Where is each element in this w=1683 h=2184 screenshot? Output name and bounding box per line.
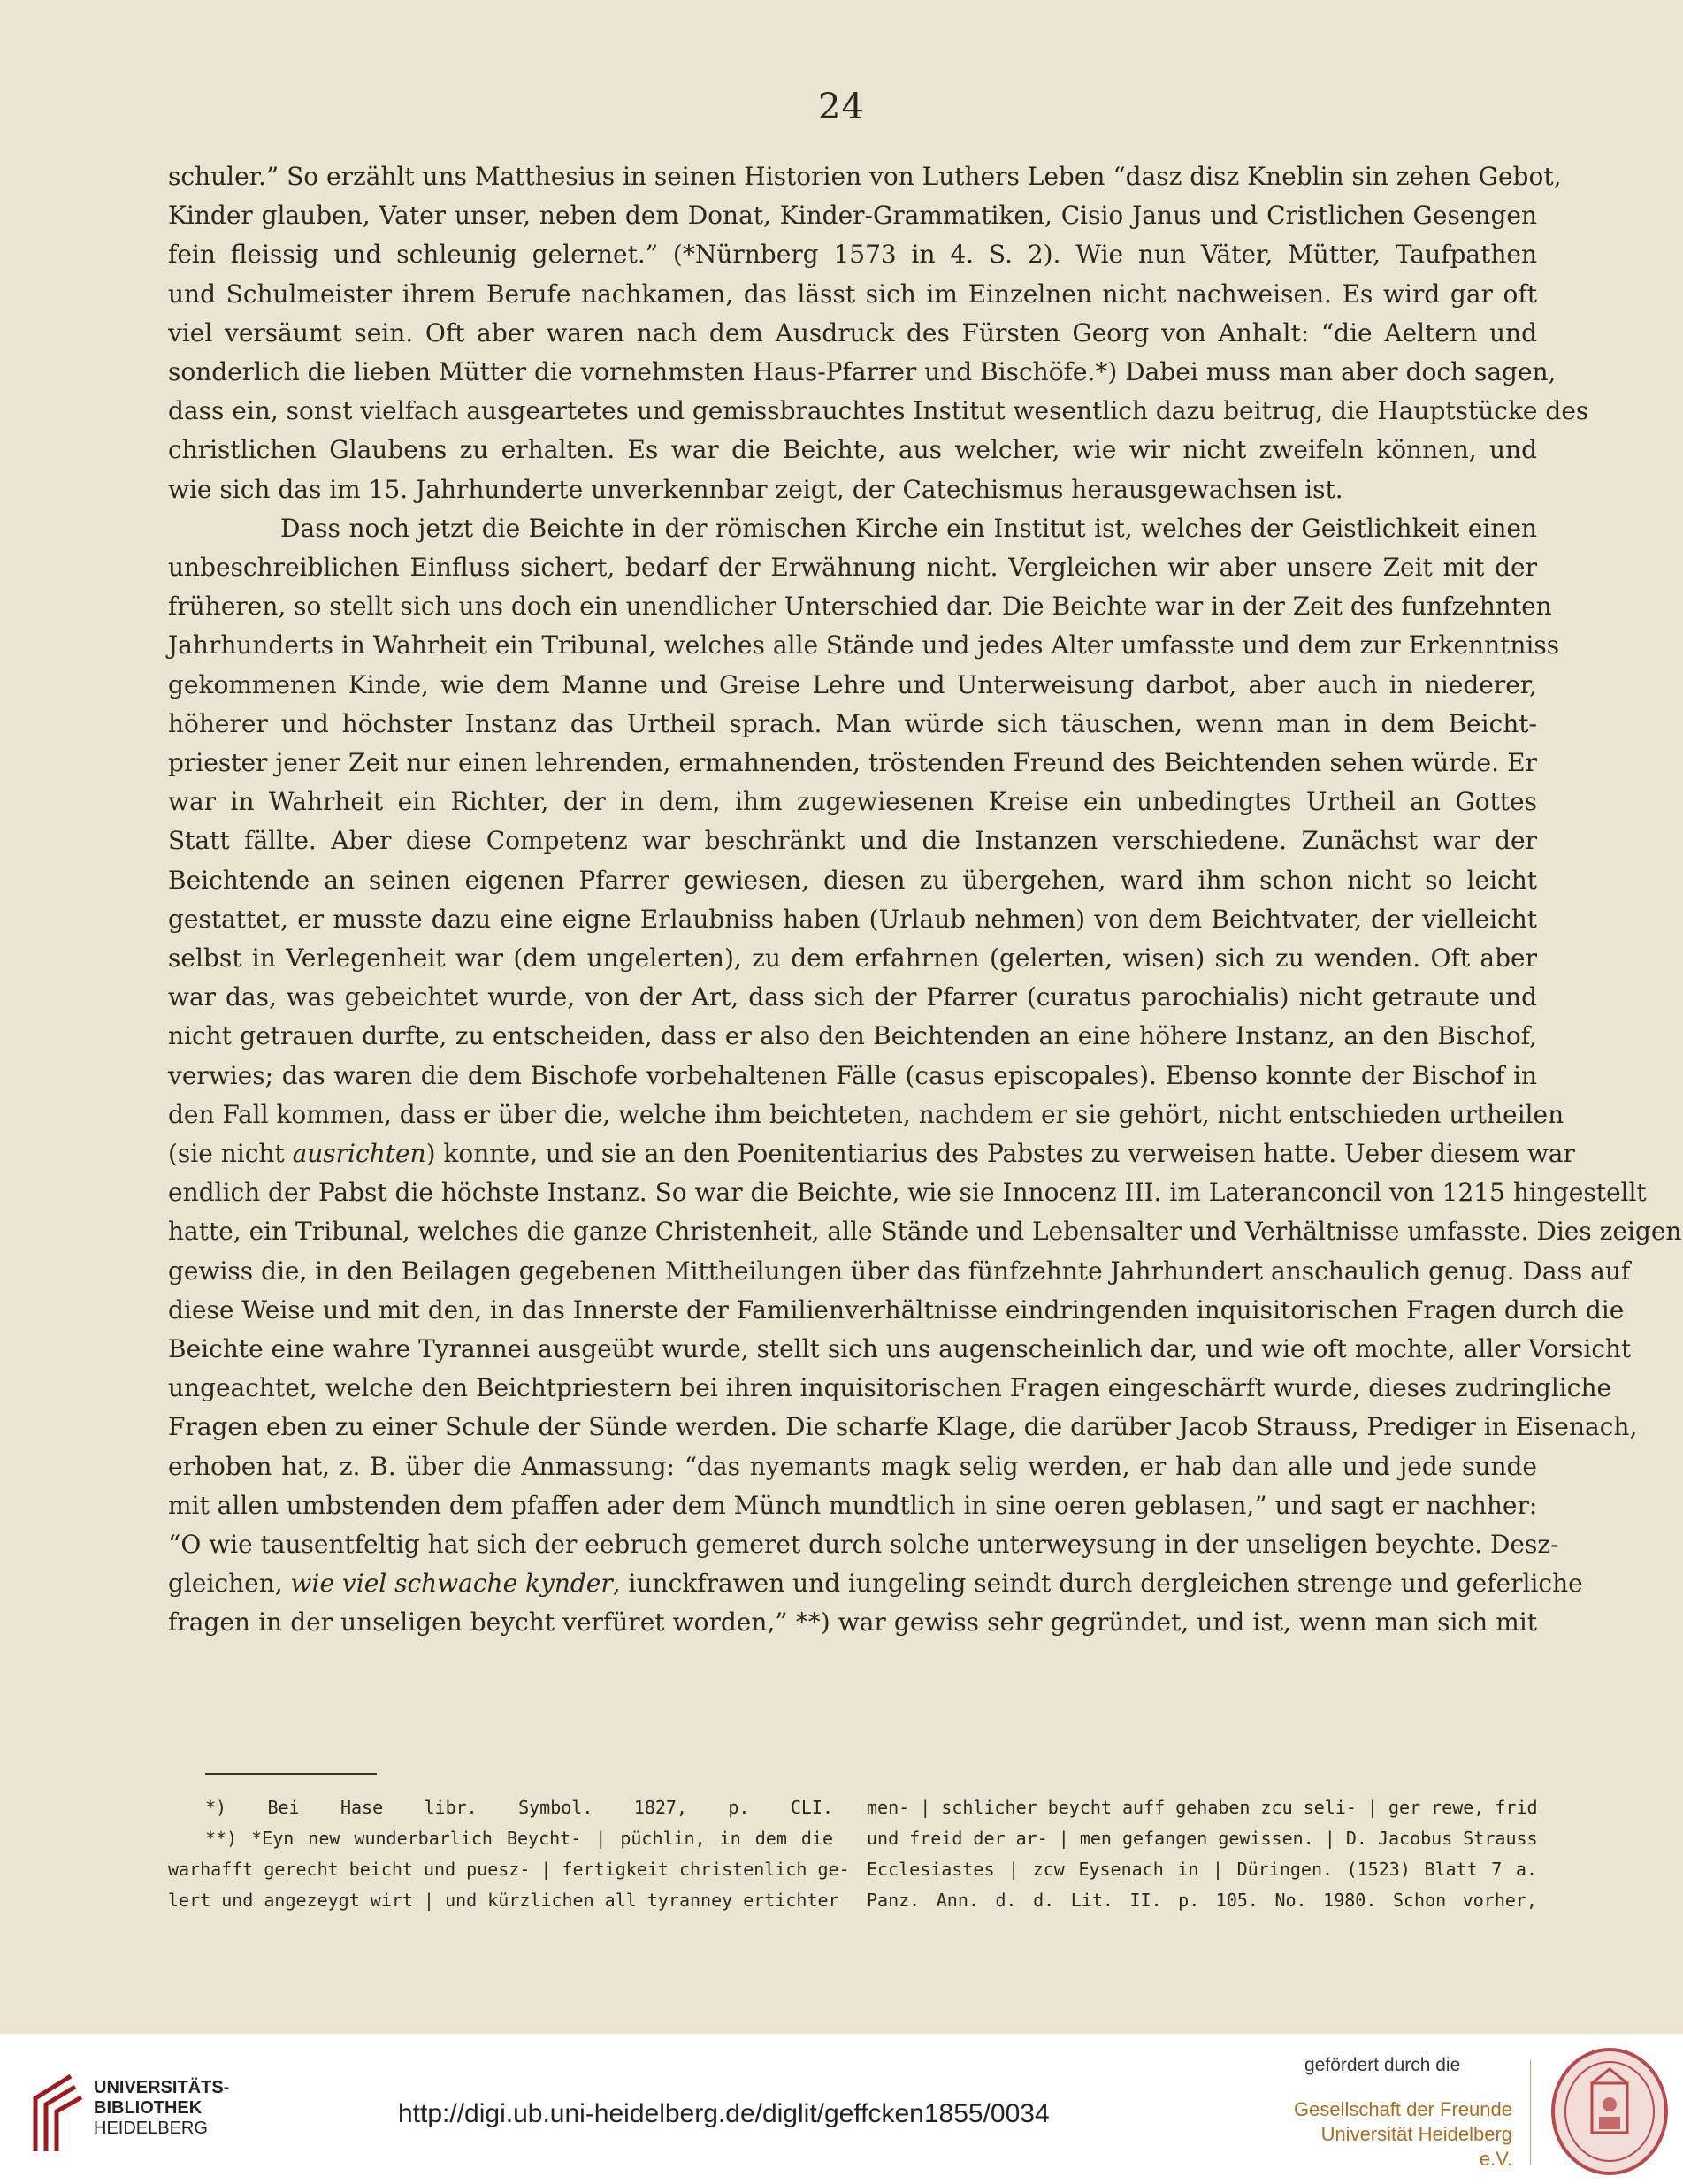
permalink-url[interactable]: http://digi.ub.uni-heidelberg.de/diglit/geffcken1855/0034 — [398, 2099, 1050, 2128]
text-line: “O wie tausentfeltig hat sich der eebruch gemeret durch solche unterweysung in der unseligen beychte. Desz- — [168, 1530, 1559, 1559]
text-line: sonderlich die lieben Mütter die vornehmsten Haus-Pfarrer und Bischöfe.*) Dabei muss man aber doch sagen, — [168, 357, 1557, 386]
text-line: verwies; das waren die dem Bischofe vorbehaltenen Fälle (casus episcopales). Ebenso konnte der Bischof in — [168, 1060, 1537, 1090]
page-number: 24 — [818, 87, 865, 127]
text-line: hatte, ein Tribunal, welches die ganze Christenheit, alle Stände und Lebensalter und Verhältnisse umfasste. Dies zeigen — [168, 1217, 1682, 1247]
text-line: gleichen, wie viel schwache kynder, iunckfrawen und iungeling seindt durch dergleichen strenge und geferliche — [168, 1569, 1583, 1599]
text-line: nicht getrauen durfte, zu entscheiden, dass er also den Beichtenden an eine höhere Instanz, an den Bischof, — [168, 1021, 1537, 1051]
society-name-line2: Universität Heidelberg e.V. — [1320, 2123, 1512, 2170]
text-line: Kinder glauben, Vater unser, neben dem Donat, Kinder-Grammatiken, Cisio Janus und Cristlichen Gesengen — [168, 201, 1537, 231]
text-line: christlichen Glaubens zu erhalten. Es war die Beichte, aus welcher, wie wir nicht zweifeln können, und — [168, 435, 1537, 465]
text-line: erhoben hat, z. B. über die Anmassung: “das nyemants magk selig werden, er hab dan alle und jede sunde — [168, 1451, 1537, 1481]
footnote-line: **) *Eyn new wunderbarlich Beycht- | püchlin, in dem die — [205, 1828, 833, 1849]
text-line: dass ein, sonst vielfach ausgeartetes und gemissbrauchtes Institut wesentlich dazu beitrug, die Hauptstücke des — [168, 396, 1589, 426]
footnote-line: men- | schlicher beycht auff gehaben zcu seli- | ger rewe, frid — [867, 1797, 1538, 1818]
footer-divider — [1530, 2060, 1531, 2165]
text-line: mit allen umbstenden dem pfaffen ader dem Münch mundtlich in sine oeren geblasen,” und sagt er nachher: — [168, 1490, 1538, 1520]
text-line: ungeachtet, welche den Beichtpriestern bei ihren inquisitorischen Fragen eingeschärft wurde, dieses zudringliche — [168, 1373, 1612, 1403]
library-footer — [0, 2034, 1683, 2184]
italic-phrase: ausrichten — [292, 1139, 426, 1168]
text-line: war in Wahrheit ein Richter, der in dem, ihm zugewiesenen Kreise ein unbedingtes Urtheil an Gottes — [168, 787, 1537, 817]
text-line: fein fleissig und schleunig gelernet.” (*Nürnberg 1573 in 4. S. 2). Wie nun Väter, Mütter, Taufpathen — [168, 240, 1537, 270]
footnote-line: und freid der ar- | men gefangen gewissen. | D. Jacobus Strauss — [867, 1828, 1538, 1849]
footnote-line: Panz. Ann. d. d. Lit. II. p. 105. No. 1980. Schon vorher, — [867, 1890, 1537, 1911]
text-line: Statt fällte. Aber diese Competenz war beschränkt und die Instanzen verschiedene. Zunächst war der — [168, 826, 1537, 856]
library-name-line1: UNIVERSITÄTS- — [94, 2078, 230, 2097]
library-name-line2: BIBLIOTHEK — [94, 2098, 203, 2118]
text-line: wie sich das im 15. Jahrhunderte unverkennbar zeigt, der Catechismus herausgewachsen ist. — [168, 474, 1343, 504]
text-line: selbst in Verlegenheit war (dem ungelerten), zu dem erfahrnen (gelerten, wisen) sich zu wenden. Oft aber — [168, 943, 1537, 973]
footnote-line: *) Bei Hase libr. Symbol. 1827, p. CLI. — [205, 1797, 833, 1818]
text-line: priester jener Zeit nur einen lehrenden, ermahnenden, tröstenden Freund des Beichtenden sehen würde. Er — [168, 748, 1537, 777]
text-line: höherer und höchster Instanz das Urtheil sprach. Man würde sich täuschen, wenn man in dem Beicht- — [168, 708, 1537, 738]
italic-phrase: wie viel schwache kynder — [290, 1569, 613, 1599]
text-line: war das, was gebeichtet wurde, von der Art, dass sich der Pfarrer (curatus parochialis) nicht getraute und — [168, 982, 1537, 1012]
text-line: Dass noch jetzt die Beichte in der römischen Kirche ein Institut ist, welches der Geistlichkeit einen — [280, 513, 1537, 543]
footnote-line: warhafft gerecht beicht und puesz- | fertigkeit christenlich ge- — [168, 1859, 850, 1880]
text-line: den Fall kommen, dass er über die, welche ihm beichteten, nachdem er sie gehört, nicht entschieden urtheilen — [168, 1099, 1564, 1129]
text-line: schuler.” So erzählt uns Matthesius in seinen Historien von Luthers Leben “dasz disz Kneblin sin zehen Gebot, — [168, 162, 1562, 191]
support-text: gefördert durch die — [1304, 2055, 1461, 2075]
text-line: Beichtende an seinen eigenen Pfarrer gewiesen, diesen zu übergehen, ward ihm schon nicht so leicht — [168, 865, 1537, 895]
footnote-line: lert und angezeygt wirt | und kürzlichen all tyranney ertichter — [168, 1890, 839, 1911]
text-line: gewiss die, in den Beilagen gegebenen Mittheilungen über das fünfzehnte Jahrhundert anschaulich genug. Dass auf — [168, 1256, 1631, 1286]
library-name — [94, 2078, 229, 2139]
text-line: früheren, so stellt sich uns doch ein unendlicher Unterschied dar. Die Beichte war in der Zeit des funfzehnten — [168, 592, 1552, 622]
footnote-line: Ecclesiastes | zcw Eysenach in | Düringen. (1523) Blatt 7 a. — [867, 1859, 1537, 1880]
text-line: (sie nicht ausrichten) konnte, und sie an den Poenitentiarius des Pabstes zu verweisen hatte. Ueber diesem war — [168, 1139, 1575, 1168]
text-line: Jahrhunderts in Wahrheit ein Tribunal, welches alle Stände und jedes Alter umfasste und dem zur Erkenntniss — [168, 630, 1560, 661]
society-name-line1: Gesellschaft der Freunde — [1293, 2098, 1512, 2120]
text-line: viel versäumt sein. Oft aber waren nach dem Ausdruck des Fürsten Georg von Anhalt: “die Aeltern und — [168, 317, 1537, 347]
ub-heidelberg-logo-icon — [27, 2067, 88, 2156]
text-line: Fragen eben zu einer Schule der Sünde werden. Die scharfe Klage, die darüber Jacob Strauss, Prediger in Eisenach, — [168, 1412, 1638, 1442]
text-line: und Schulmeister ihrem Berufe nachkamen, das lässt sich im Einzelnen nicht nachweisen. Es wird gar oft — [168, 279, 1537, 309]
text-line: unbeschreiblichen Einfluss sichert, bedarf der Erwähnung nicht. Vergleichen wir aber unsere Zeit mit der — [168, 553, 1537, 582]
library-name-line3: HEIDELBERG — [94, 2119, 208, 2138]
text-line: Beichte eine wahre Tyrannei ausgeübt wurde, stellt sich uns augenscheinlich dar, und wie oft mochte, aller Vorsicht — [168, 1334, 1632, 1363]
footnote-separator — [205, 1773, 377, 1775]
text-line: gekommenen Kinde, wie dem Manne und Greise Lehre und Unterweisung darbot, aber auch in niederer, — [168, 669, 1537, 699]
text-line: diese Weise und mit den, in das Innerste der Familienverhältnisse eindringenden inquisitorischen Fragen durch die — [168, 1294, 1625, 1325]
university-seal-icon — [1548, 2046, 1672, 2177]
text-line: fragen in der unseligen beycht verfüret worden,” **) war gewiss sehr gegründet, und ist, wenn man sich mit — [168, 1607, 1537, 1638]
text-line: gestattet, er musste dazu eine eigne Erlaubniss haben (Urlaub nehmen) von dem Beichtvater, der vielleicht — [168, 904, 1537, 934]
text-line: endlich der Pabst die höchste Instanz. So war die Beichte, wie sie Innocenz III. im Lateranconcil von 1215 hingestellt — [168, 1178, 1647, 1208]
society-name — [1287, 2097, 1512, 2172]
